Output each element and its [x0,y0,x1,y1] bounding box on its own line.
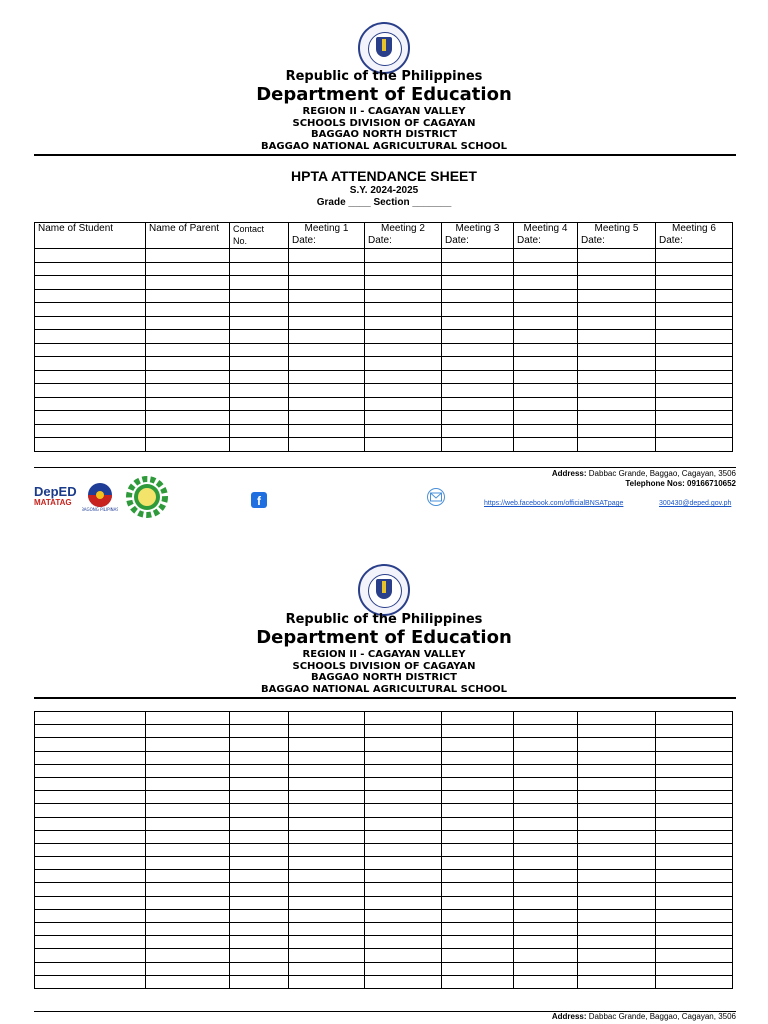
table-cell[interactable] [146,830,230,843]
table-cell[interactable] [365,830,442,843]
table-cell[interactable] [578,962,656,975]
table-cell[interactable] [365,712,442,725]
table-cell[interactable] [230,962,289,975]
table-cell[interactable] [230,791,289,804]
table-cell[interactable] [514,712,578,725]
table-cell[interactable] [656,817,733,830]
email-link[interactable]: 300430@deped.gov.ph [659,500,732,507]
table-cell[interactable] [578,975,656,988]
table-cell[interactable] [365,804,442,817]
department-title: Department of Education [256,84,512,105]
region-label: REGION II - CAGAYAN VALLEY [302,106,466,117]
table-cell[interactable] [442,883,514,896]
table-cell[interactable] [365,896,442,909]
table-cell[interactable] [35,764,146,777]
table-cell[interactable] [442,738,514,751]
table-cell[interactable] [514,975,578,988]
table-cell[interactable] [514,883,578,896]
table-cell[interactable] [514,830,578,843]
table-cell[interactable] [442,791,514,804]
table-cell[interactable] [146,949,230,962]
table-cell[interactable] [442,975,514,988]
table-cell[interactable] [289,777,365,790]
table-cell[interactable] [289,923,365,936]
table-cell[interactable] [514,857,578,870]
table-cell[interactable] [230,975,289,988]
table-cell[interactable] [578,909,656,922]
table-cell[interactable] [656,751,733,764]
table-cell[interactable] [230,830,289,843]
table-cell[interactable] [146,725,230,738]
table-cell[interactable] [656,843,733,856]
table-row [35,751,733,764]
table-cell[interactable] [35,962,146,975]
table-cell[interactable] [656,764,733,777]
table-cell[interactable] [514,962,578,975]
table-cell[interactable] [289,738,365,751]
table-row [35,909,733,922]
table-cell[interactable] [35,896,146,909]
column-header: Name of Parent [146,223,230,249]
table-cell[interactable] [365,764,442,777]
table-cell[interactable] [578,830,656,843]
table-cell[interactable] [289,857,365,870]
column-header: Meeting 3 Date: [442,223,514,249]
table-cell[interactable] [146,777,230,790]
table-cell[interactable] [365,738,442,751]
table-cell[interactable] [656,857,733,870]
table-cell[interactable] [35,975,146,988]
table-cell[interactable] [289,830,365,843]
table-cell[interactable] [230,777,289,790]
table-cell[interactable] [35,791,146,804]
table-cell[interactable] [365,857,442,870]
table-cell[interactable] [35,923,146,936]
table-cell[interactable] [230,909,289,922]
table-cell[interactable] [514,870,578,883]
table-row [35,777,733,790]
table-row [35,936,733,949]
table-cell[interactable] [289,883,365,896]
address-block: Address: Dabbac Grande, Baggao, Cagayan, 3506 Telephone Nos: 09166710652 [551,469,736,488]
table-cell[interactable] [514,896,578,909]
table-cell[interactable] [656,949,733,962]
table-cell[interactable] [146,962,230,975]
table-row [35,870,733,883]
table-cell[interactable] [514,791,578,804]
table-cell[interactable] [365,817,442,830]
table-cell[interactable] [146,923,230,936]
table-cell[interactable] [442,923,514,936]
table-cell[interactable] [365,975,442,988]
table-row [35,817,733,830]
table-cell[interactable] [230,857,289,870]
table-cell[interactable] [289,896,365,909]
division-label: SCHOOLS DIVISION OF CAGAYAN [292,661,476,672]
table-cell[interactable] [230,896,289,909]
table-cell[interactable] [146,791,230,804]
table-cell[interactable] [442,843,514,856]
table-cell[interactable] [230,936,289,949]
table-cell[interactable] [656,870,733,883]
table-cell[interactable] [35,909,146,922]
table-cell[interactable] [656,712,733,725]
table-cell[interactable] [146,936,230,949]
table-cell[interactable] [578,777,656,790]
school-year: S.Y. 2024-2025 [349,185,419,196]
table-cell[interactable] [514,936,578,949]
table-cell[interactable] [230,817,289,830]
table-cell[interactable] [578,883,656,896]
table-cell[interactable] [578,791,656,804]
table-cell[interactable] [35,817,146,830]
table-cell[interactable] [442,764,514,777]
table-cell[interactable] [656,791,733,804]
table-cell[interactable] [514,909,578,922]
table-cell[interactable] [442,909,514,922]
district-label: BAGGAO NORTH DISTRICT [311,672,457,683]
table-cell[interactable] [514,949,578,962]
table-cell[interactable] [35,777,146,790]
deped-matatag-logo: DepED MATATAG [34,484,77,507]
table-cell[interactable] [146,764,230,777]
table-row [35,883,733,896]
table-cell[interactable] [578,870,656,883]
table-cell[interactable] [365,751,442,764]
table-cell[interactable] [578,764,656,777]
table-cell[interactable] [230,870,289,883]
table-cell[interactable] [289,843,365,856]
table-cell[interactable] [442,817,514,830]
table-cell[interactable] [35,870,146,883]
svg-text:BAGONG PILIPINAS: BAGONG PILIPINAS [82,507,118,512]
table-cell[interactable] [365,962,442,975]
table-cell[interactable] [365,870,442,883]
table-cell[interactable] [578,936,656,949]
country-label: Republic of the Philippines [285,612,483,627]
table-row [35,738,733,751]
table-cell[interactable] [365,725,442,738]
table-cell[interactable] [230,804,289,817]
table-cell[interactable] [442,870,514,883]
table-cell[interactable] [442,725,514,738]
table-cell[interactable] [230,725,289,738]
region-label: REGION II - CAGAYAN VALLEY [302,649,466,660]
table-cell[interactable] [578,712,656,725]
table-cell[interactable] [514,843,578,856]
table-cell[interactable] [514,764,578,777]
table-cell[interactable] [35,712,146,725]
table-cell[interactable] [514,738,578,751]
table-cell[interactable] [289,975,365,988]
table-cell[interactable] [365,909,442,922]
table-cell[interactable] [365,883,442,896]
table-cell[interactable] [578,751,656,764]
table-cell[interactable] [289,804,365,817]
table-cell[interactable] [35,751,146,764]
table-cell[interactable] [146,883,230,896]
school-label: BAGGAO NATIONAL AGRICULTURAL SCHOOL [261,684,507,695]
table-cell[interactable] [230,738,289,751]
table-cell[interactable] [230,923,289,936]
table-cell[interactable] [514,777,578,790]
table-cell[interactable] [230,764,289,777]
table-cell[interactable] [442,804,514,817]
district-label: BAGGAO NORTH DISTRICT [311,129,457,140]
table-cell[interactable] [442,949,514,962]
column-header: Meeting 6 Date: [656,223,733,249]
table-cell[interactable] [289,936,365,949]
table-cell[interactable] [365,791,442,804]
table-cell[interactable] [146,870,230,883]
table-cell[interactable] [578,738,656,751]
table-row [35,725,733,738]
table-cell[interactable] [289,909,365,922]
table-cell[interactable] [35,804,146,817]
table-cell[interactable] [578,843,656,856]
table-cell[interactable] [146,751,230,764]
country-label: Republic of the Philippines [285,69,483,84]
table-row [35,830,733,843]
table-cell[interactable] [578,949,656,962]
table-cell[interactable] [365,843,442,856]
table-row [35,923,733,936]
table-cell[interactable] [442,751,514,764]
table-cell[interactable] [35,843,146,856]
table-cell[interactable] [514,804,578,817]
division-label: SCHOOLS DIVISION OF CAGAYAN [292,118,476,129]
column-header: Name of Student [35,223,146,249]
table-cell[interactable] [146,817,230,830]
table-cell[interactable] [146,804,230,817]
table-cell[interactable] [289,751,365,764]
table-row [35,962,733,975]
table-cell[interactable] [442,777,514,790]
table-cell[interactable] [289,725,365,738]
grade-section: Grade ____ Section _______ [316,197,452,208]
school-label: BAGGAO NATIONAL AGRICULTURAL SCHOOL [261,141,507,152]
table-row [35,843,733,856]
table-cell[interactable] [656,738,733,751]
table-cell[interactable] [442,830,514,843]
table-cell[interactable] [230,843,289,856]
sheet-title: HPTA ATTENDANCE SHEET [291,168,477,184]
department-title: Department of Education [256,627,512,648]
table-cell[interactable] [230,751,289,764]
table-cell[interactable] [656,725,733,738]
table-cell[interactable] [578,804,656,817]
table-cell[interactable] [35,883,146,896]
table-cell[interactable] [578,725,656,738]
table-cell[interactable] [146,975,230,988]
table-cell[interactable] [514,923,578,936]
table-cell[interactable] [289,791,365,804]
table-cell[interactable] [289,870,365,883]
table-cell[interactable] [514,817,578,830]
table-cell[interactable] [578,857,656,870]
table-cell[interactable] [35,830,146,843]
table-cell[interactable] [514,751,578,764]
facebook-link[interactable]: https://web.facebook.com/officialBNSATpage [484,500,624,507]
column-header: Meeting 1 Date: [289,223,365,249]
table-cell[interactable] [656,896,733,909]
table-cell[interactable] [656,909,733,922]
table-cell[interactable] [656,777,733,790]
table-cell[interactable] [289,962,365,975]
table-cell[interactable] [514,725,578,738]
table-cell[interactable] [656,962,733,975]
column-header: Meeting 5 Date: [578,223,656,249]
column-header: Contact No. [230,223,289,249]
table-cell[interactable] [35,725,146,738]
table-cell[interactable] [578,896,656,909]
table-cell[interactable] [35,857,146,870]
table-cell[interactable] [146,738,230,751]
facebook-icon[interactable]: f [251,492,267,508]
table-cell[interactable] [656,830,733,843]
table-cell[interactable] [35,936,146,949]
table-cell[interactable] [35,949,146,962]
table-row [35,712,733,725]
deped-seal-icon [358,564,410,616]
column-header: Meeting 2 Date: [365,223,442,249]
table-cell[interactable] [442,857,514,870]
table-cell[interactable] [365,777,442,790]
table-cell[interactable] [289,764,365,777]
table-cell[interactable] [365,936,442,949]
table-cell[interactable] [578,817,656,830]
column-header: Meeting 4 Date: [514,223,578,249]
table-cell[interactable] [656,883,733,896]
table-cell[interactable] [656,975,733,988]
table-row [35,791,733,804]
table-cell[interactable] [289,712,365,725]
attendance-table-continued [34,711,733,989]
table-cell[interactable] [230,949,289,962]
table-cell[interactable] [442,936,514,949]
table-row [35,857,733,870]
table-row [35,949,733,962]
table-cell[interactable] [146,857,230,870]
table-cell[interactable] [656,804,733,817]
table-cell[interactable] [230,883,289,896]
table-cell[interactable] [289,817,365,830]
table-cell[interactable] [656,936,733,949]
header-divider [34,697,736,699]
table-cell[interactable] [35,738,146,751]
table-cell[interactable] [146,909,230,922]
table-cell[interactable] [146,896,230,909]
table-cell[interactable] [578,923,656,936]
table-cell[interactable] [365,923,442,936]
table-cell[interactable] [442,962,514,975]
table-cell[interactable] [146,843,230,856]
table-cell[interactable] [230,712,289,725]
table-cell[interactable] [656,923,733,936]
table-row [35,764,733,777]
address-block: Address: Dabbac Grande, Baggao, Cagayan, 3506 [551,1012,736,1021]
table-cell[interactable] [289,949,365,962]
table-cell[interactable] [365,949,442,962]
table-cell[interactable] [442,896,514,909]
table-row [35,896,733,909]
table-row [35,975,733,988]
table-row [35,804,733,817]
table-cell[interactable] [442,712,514,725]
table-cell[interactable] [146,712,230,725]
